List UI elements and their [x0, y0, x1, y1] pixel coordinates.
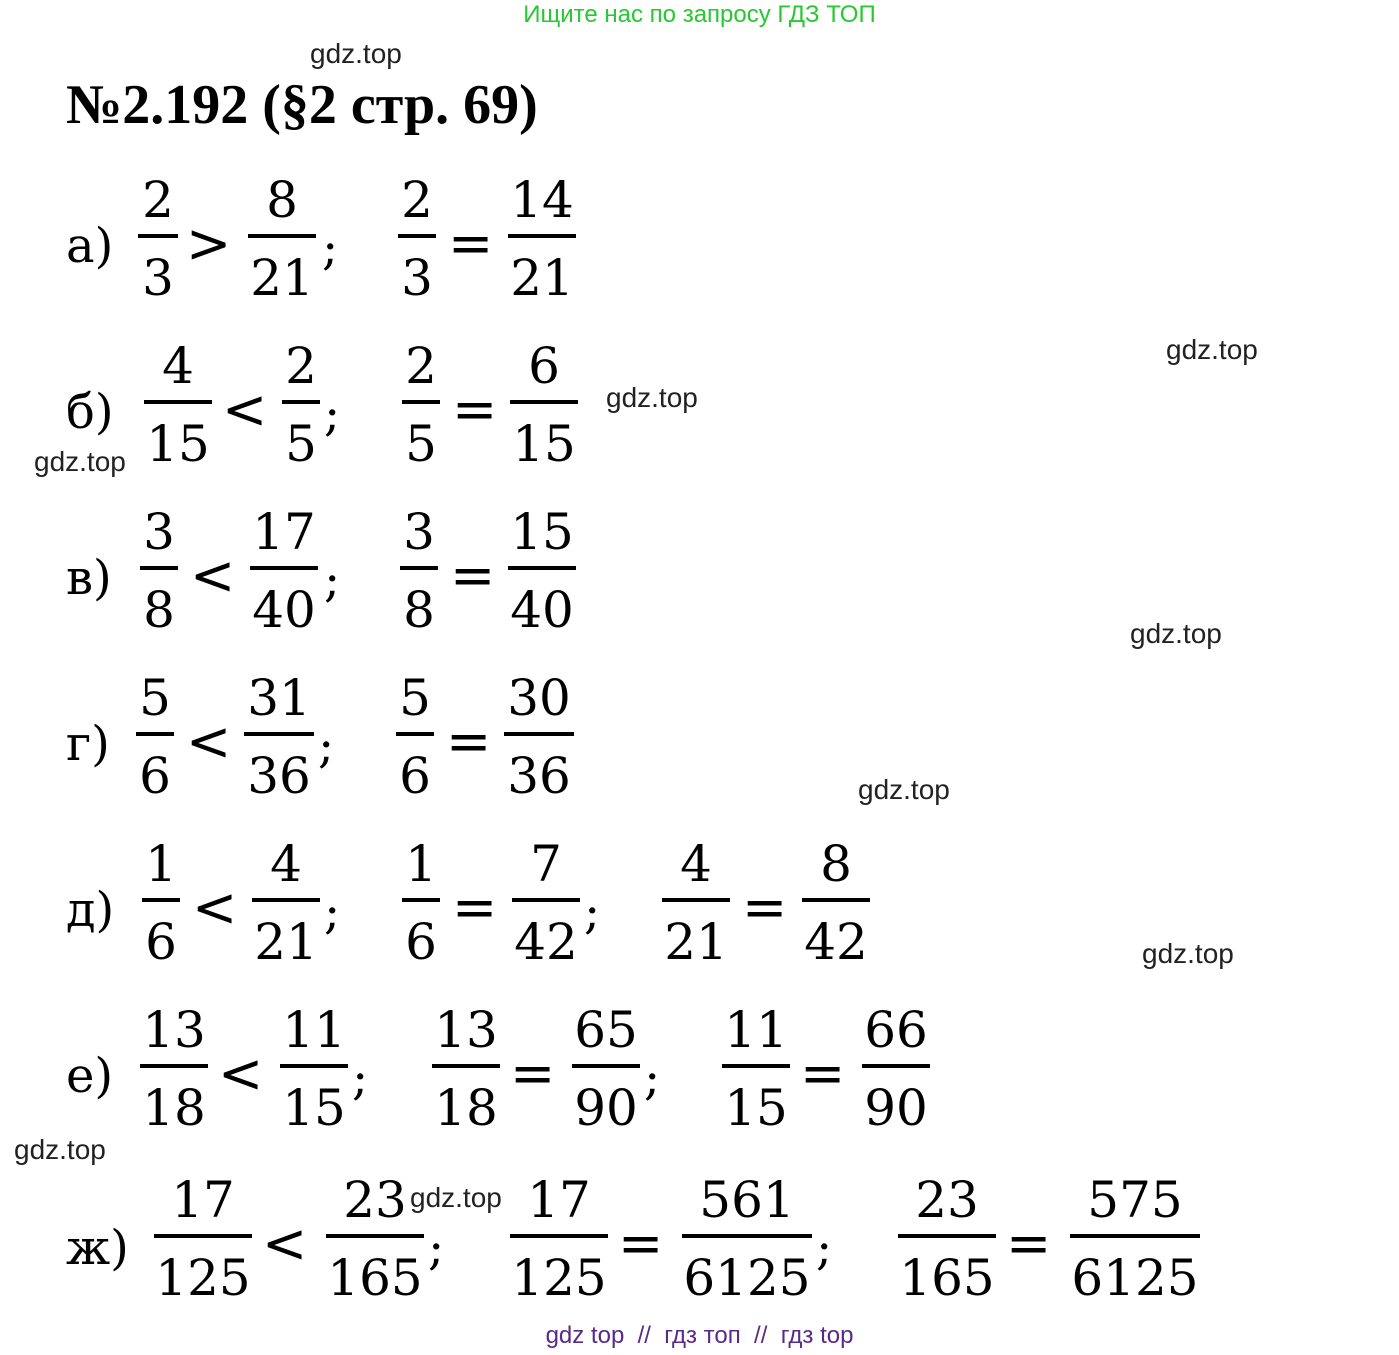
comparison-operator: < — [186, 710, 232, 773]
fraction: 2 3 — [398, 170, 436, 308]
fraction: 3 8 — [140, 502, 178, 640]
row-label: в) — [66, 550, 112, 606]
fraction: 15 40 — [508, 502, 576, 640]
fraction: 17 40 — [250, 502, 318, 640]
fraction: 8 21 — [248, 170, 316, 308]
watermark: gdz.top — [310, 38, 402, 69]
fraction: 7 42 — [512, 834, 580, 972]
fraction: 66 90 — [862, 1000, 930, 1138]
fraction: 11 15 — [280, 1000, 348, 1138]
row-label: б) — [66, 384, 114, 440]
fraction: 575 6125 — [1071, 1171, 1199, 1307]
watermark: gdz.top — [34, 446, 126, 477]
fraction: 4 21 — [252, 834, 320, 972]
semicolon: ; — [584, 884, 601, 940]
semicolon: ; — [428, 1220, 445, 1276]
fraction: 13 18 — [140, 1000, 208, 1138]
fraction: 11 15 — [722, 1000, 790, 1138]
row-label: ж) — [66, 1220, 129, 1276]
fraction: 6 15 — [510, 336, 578, 474]
fraction: 4 21 — [662, 834, 730, 972]
watermark: gdz.top — [14, 1134, 106, 1165]
semicolon: ; — [816, 1220, 833, 1276]
page-title: №2.192 (§2 стр. 69) — [66, 74, 538, 136]
fraction: 5 6 — [396, 668, 434, 806]
equals-operator: = — [800, 1042, 846, 1105]
comparison-operator: < — [190, 544, 236, 607]
equals-operator: = — [446, 710, 492, 773]
watermark: gdz.top — [1166, 334, 1258, 365]
semicolon: ; — [318, 718, 335, 774]
fraction: 13 18 — [432, 1000, 500, 1138]
watermark: gdz.top — [1130, 618, 1222, 649]
fraction: 2 5 — [282, 336, 320, 474]
watermark: gdz.top — [410, 1182, 502, 1213]
fraction: 8 42 — [802, 834, 870, 972]
fraction: 5 6 — [136, 668, 174, 806]
fraction: 2 5 — [402, 336, 440, 474]
semicolon: ; — [324, 386, 341, 442]
equals-operator: = — [510, 1042, 556, 1105]
semicolon: ; — [644, 1050, 661, 1106]
semicolon: ; — [324, 884, 341, 940]
fraction: 17 125 — [511, 1171, 607, 1307]
comparison-operator: < — [218, 1042, 264, 1105]
equals-operator: = — [1006, 1212, 1052, 1275]
equals-operator: = — [618, 1212, 664, 1275]
fraction: 4 15 — [144, 336, 212, 474]
comparison-operator: < — [262, 1212, 308, 1275]
comparison-operator: < — [192, 876, 238, 939]
row-label: а) — [66, 218, 114, 274]
semicolon: ; — [352, 1050, 369, 1106]
fraction: 2 3 — [138, 170, 178, 308]
fraction: 23 165 — [327, 1171, 423, 1307]
search-banner: Ищите нас по запросу ГДЗ ТОП — [523, 1, 876, 28]
fraction: 14 21 — [508, 170, 576, 308]
fraction: 65 90 — [572, 1000, 640, 1138]
fraction: 561 6125 — [683, 1171, 811, 1307]
row-label: г) — [66, 716, 110, 772]
watermark: gdz.top — [606, 382, 698, 413]
row-label: д) — [66, 882, 115, 938]
fraction: 1 6 — [402, 834, 440, 972]
watermark: gdz.top — [858, 774, 950, 805]
fraction: 23 165 — [899, 1171, 995, 1307]
watermark: gdz.top — [1142, 938, 1234, 969]
equals-operator: = — [450, 544, 496, 607]
semicolon: ; — [324, 552, 341, 608]
fraction: 3 8 — [400, 502, 438, 640]
semicolon: ; — [322, 220, 339, 276]
fraction: 30 36 — [504, 668, 574, 806]
equals-operator: = — [452, 378, 498, 441]
equals-operator: = — [452, 876, 498, 939]
fraction: 17 125 — [155, 1171, 251, 1307]
footer-watermark: gdz top // гдз топ // гдз top — [545, 1322, 854, 1349]
comparison-operator: < — [222, 378, 268, 441]
row-label: е) — [66, 1048, 114, 1104]
fraction: 31 36 — [244, 668, 314, 806]
comparison-operator: > — [186, 212, 232, 275]
equals-operator: = — [742, 876, 788, 939]
equals-operator: = — [448, 212, 494, 275]
fraction: 1 6 — [142, 834, 180, 972]
